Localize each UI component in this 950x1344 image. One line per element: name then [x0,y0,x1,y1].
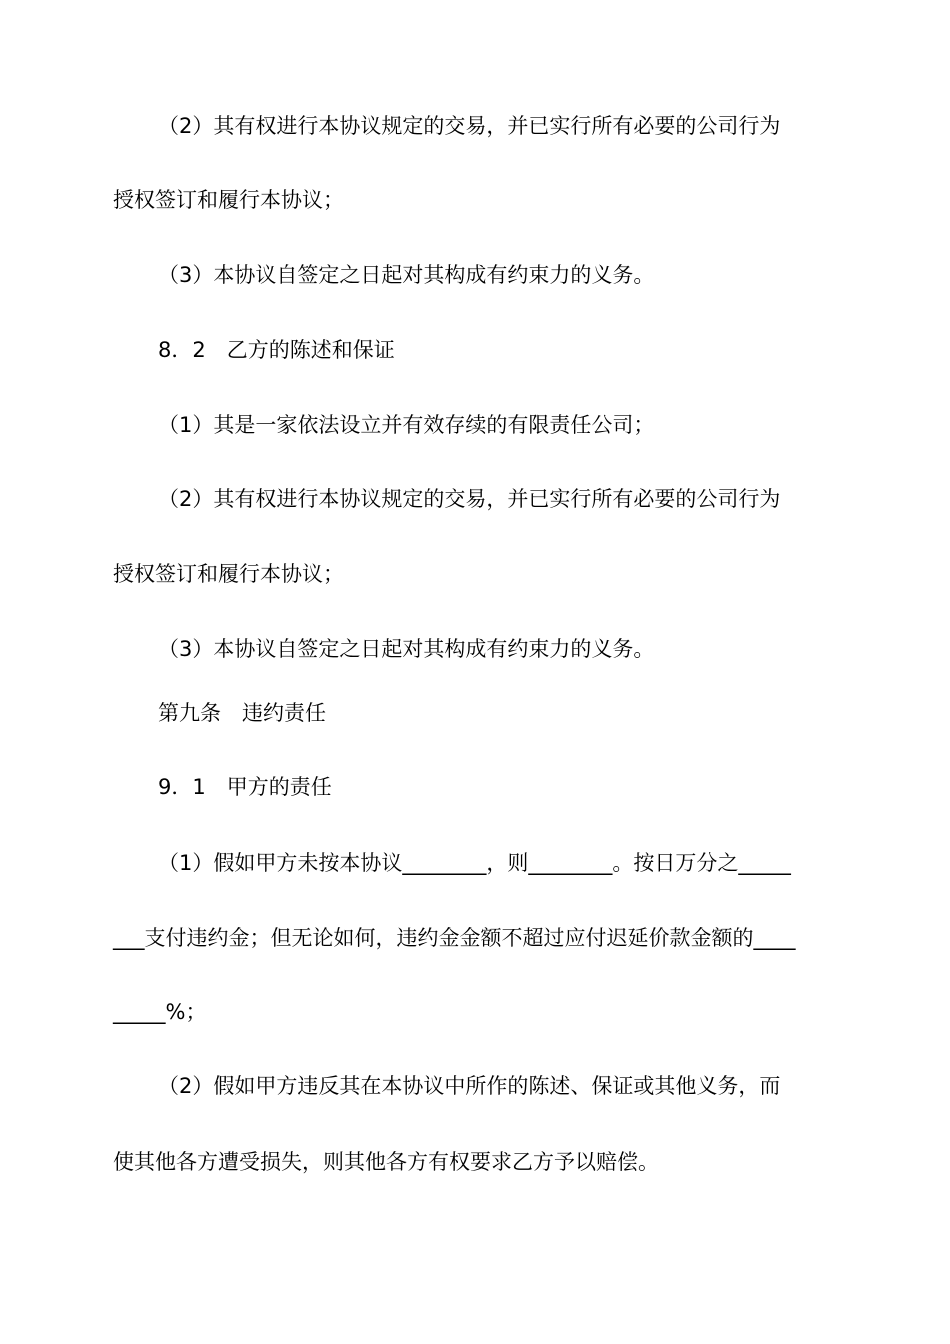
paragraph-line: 授权签订和履行本协议； [113,562,344,586]
paragraph-line: 授权签订和履行本协议； [113,188,344,212]
section-heading: 8．2 乙方的陈述和保证 [158,338,395,362]
paragraph-line: （2）其有权进行本协议规定的交易，并已实行所有必要的公司行为 [158,114,781,138]
paragraph-line: （1）其是一家依法设立并有效存续的有限责任公司； [158,413,655,437]
paragraph-line: （2）假如甲方违反其在本协议中所作的陈述、保证或其他义务，而 [158,1074,781,1098]
paragraph-line: （3）本协议自签定之日起对其构成有约束力的义务。 [158,637,655,661]
article-heading: 第九条 违约责任 [158,701,326,725]
paragraph-line: 使其他各方遭受损失，则其他各方有权要求乙方予以赔偿。 [113,1150,659,1174]
paragraph-line: （1）假如甲方未按本协议________，则________。按日万分之_____ [158,851,791,875]
paragraph-line: （2）其有权进行本协议规定的交易，并已实行所有必要的公司行为 [158,487,781,511]
section-heading: 9．1 甲方的责任 [158,775,332,799]
paragraph-line: _____%； [113,1000,207,1024]
paragraph-line: （3）本协议自签定之日起对其构成有约束力的义务。 [158,263,655,287]
paragraph-line: ___支付违约金；但无论如何，违约金金额不超过应付迟延价款金额的____ [113,926,796,950]
